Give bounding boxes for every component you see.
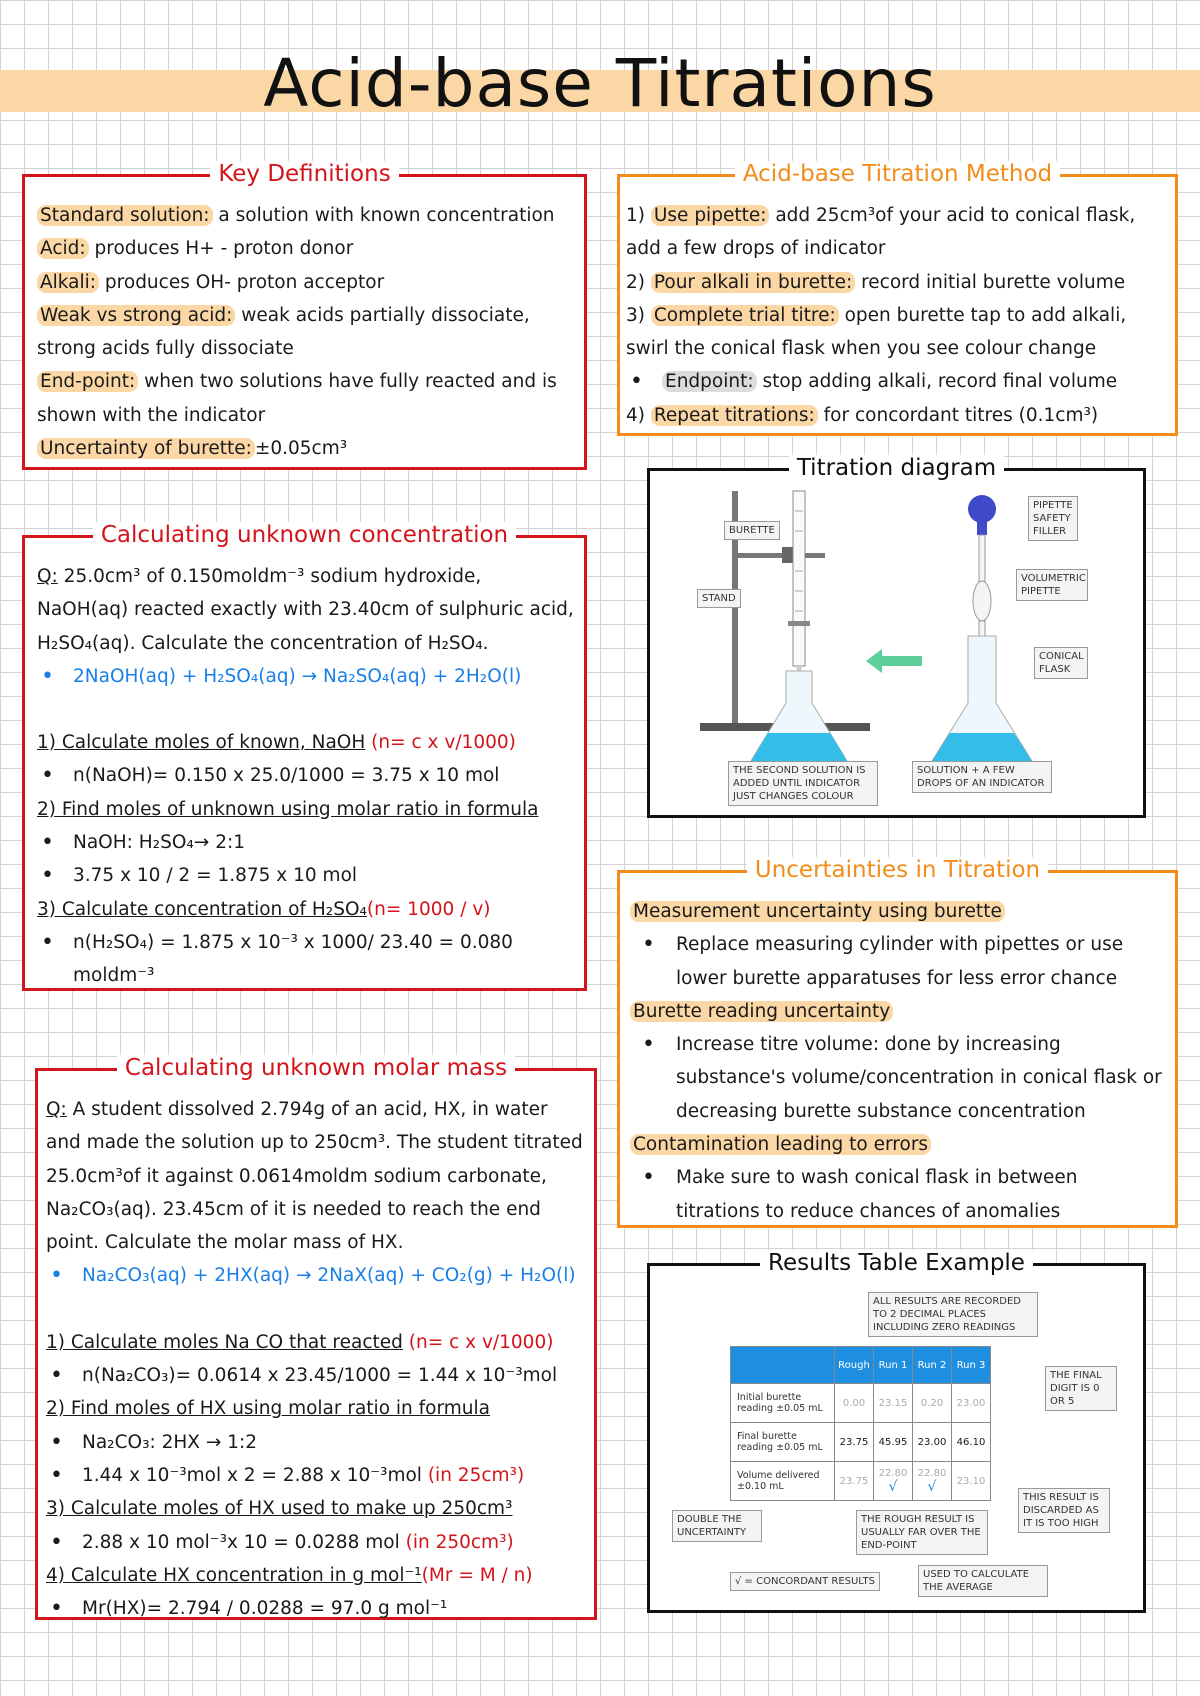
- concentration-step-2: 2) Find moles of unknown using molar ratio in formula: [37, 798, 539, 820]
- results-column-header: Run 1: [874, 1347, 913, 1384]
- page-title: Acid-base Titrations: [263, 45, 937, 122]
- concentration-step-3-calc: • n(H₂SO₄) = 1.875 x 10⁻³ x 1000/ 23.40 = 0.080 moldm⁻³: [37, 926, 574, 993]
- titration-diagram-box: [647, 455, 1146, 818]
- results-column-header: Run 2: [913, 1347, 952, 1384]
- results-cell: 23.10: [952, 1462, 991, 1501]
- uncertainty-heading-2: Burette reading uncertainty: [630, 995, 1165, 1028]
- results-cell: 23.75: [835, 1462, 874, 1501]
- definition-item: [37, 432, 574, 465]
- concentration-box: [22, 522, 587, 991]
- definition-term: Weak vs strong acid:: [37, 305, 235, 326]
- results-cell: 22.80 √: [874, 1462, 913, 1501]
- definition-term: Standard solution:: [37, 205, 213, 226]
- table-row: [731, 1423, 991, 1462]
- molar-mass-heading: Calculating unknown molar mass: [117, 1055, 515, 1081]
- results-row-label: Final burette reading ±0.05 mL: [731, 1423, 835, 1462]
- molar-mass-step-1: 1) Calculate moles Na CO that reacted (n= c x v/1000): [46, 1331, 554, 1353]
- concentration-step-2-calc: • 3.75 x 10 / 2 = 1.875 x 10 mol: [37, 859, 574, 892]
- definition-text: weak acids partially dissociate, strong acids fully dissociate: [37, 304, 530, 360]
- concentration-heading: Calculating unknown concentration: [93, 522, 516, 548]
- uncertainty-bullet-2: • Increase titre volume: done by increasing substance's volume/concentration in conical flask or decreasing burette substance concentration: [630, 1028, 1165, 1128]
- results-cell: 46.10: [952, 1423, 991, 1462]
- concordant-tick: √: [927, 1478, 937, 1495]
- results-heading: Results Table Example: [760, 1250, 1033, 1276]
- molar-mass-step-2-calc: • 1.44 x 10⁻³mol x 2 = 2.88 x 10⁻³mol (in 25cm³): [46, 1459, 584, 1492]
- uncertainty-bullet-1: • Replace measuring cylinder with pipettes or use lower burette apparatuses for less error chance: [630, 928, 1165, 995]
- definition-term: Acid:: [37, 238, 89, 259]
- volumetric-pipette-label: VOLUMETRIC PIPETTE: [1016, 569, 1088, 601]
- molar-mass-question: Q: A student dissolved 2.794g of an acid, HX, in water and made the solution up to 250cm³. The student titrated 25.0cm³of it against 0.0614moldm sodium carbonate, Na₂CO₃(aq). 23.45cm of it is needed to reach the end point. Calculate the molar mass of HX.: [46, 1099, 583, 1254]
- stand-label: STAND: [697, 589, 741, 608]
- definitions-list: [25, 177, 584, 471]
- results-row-label: Volume delivered ±0.10 mL: [731, 1462, 835, 1501]
- definition-item: [37, 266, 574, 299]
- second-solution-label: THE SECOND SOLUTION IS ADDED UNTIL INDICATOR JUST CHANGES COLOUR: [728, 761, 878, 806]
- concordant-tick: √: [888, 1478, 898, 1495]
- molar-mass-step-2-ratio: • Na₂CO₃: 2HX → 1:2: [46, 1426, 584, 1459]
- definition-text: ±0.05cm³: [254, 438, 348, 460]
- double-uncertainty-callout: DOUBLE THE UNCERTAINTY: [672, 1510, 762, 1542]
- method-endpoint-bullet: • Endpoint: stop adding alkali, record final volume: [626, 365, 1169, 398]
- average-callout: USED TO CALCULATE THE AVERAGE: [918, 1565, 1048, 1597]
- results-row-label: Initial burette reading ±0.05 mL: [731, 1384, 835, 1423]
- uncertainty-heading-1: Measurement uncertainty using burette: [630, 895, 1165, 928]
- definition-item: [37, 299, 574, 366]
- conical-flask-label: CONICAL FLASK: [1034, 647, 1088, 679]
- definition-text: produces H+ - proton donor: [88, 238, 354, 260]
- molar-mass-step-4: 4) Calculate HX concentration in g mol⁻¹(Mr = M / n): [46, 1564, 533, 1586]
- molar-mass-step-3-calc: • 2.88 x 10 mol⁻³x 10 = 0.0288 mol (in 250cm³): [46, 1526, 584, 1559]
- recorded-callout: ALL RESULTS ARE RECORDED TO 2 DECIMAL PLACES INCLUDING ZERO READINGS: [868, 1292, 1038, 1337]
- molar-mass-step-2: 2) Find moles of HX using molar ratio in formula: [46, 1398, 490, 1420]
- uncertainties-heading: Uncertainties in Titration: [747, 857, 1048, 883]
- molar-mass-step-4-calc: • Mr(HX)= 2.794 / 0.0288 = 97.0 g mol⁻¹: [46, 1592, 584, 1625]
- concentration-equation: • 2NaOH(aq) + H₂SO₄(aq) → Na₂SO₄(aq) + 2H₂O(l): [37, 660, 574, 693]
- results-cell: 23.00: [913, 1423, 952, 1462]
- results-table-box: [647, 1250, 1146, 1613]
- method-heading: Acid-base Titration Method: [735, 161, 1060, 187]
- discarded-callout: THIS RESULT IS DISCARDED AS IT IS TOO HIGH: [1018, 1488, 1110, 1533]
- molar-mass-step-1-calc: • n(Na₂CO₃)= 0.0614 x 23.45/1000 = 1.44 x 10⁻³mol: [46, 1359, 584, 1392]
- concentration-step-3: 3) Calculate concentration of H₂SO₄(n= 1000 / v): [37, 898, 491, 920]
- concentration-step-2-ratio: • NaOH: H₂SO₄→ 2:1: [37, 826, 574, 859]
- method-step-2: 2) Pour alkali in burette: record initial burette volume: [626, 271, 1126, 293]
- key-definitions-box: [22, 161, 587, 470]
- definition-item: [37, 199, 574, 232]
- pipette-filler-label: PIPETTE SAFETY FILLER: [1028, 496, 1078, 541]
- results-column-header: Rough: [835, 1347, 874, 1384]
- molar-mass-box: [35, 1055, 597, 1620]
- results-cell: 45.95: [874, 1423, 913, 1462]
- rough-result-callout: THE ROUGH RESULT IS USUALLY FAR OVER THE END-POINT: [856, 1510, 988, 1555]
- results-cell: 0.00: [835, 1384, 874, 1423]
- definition-text: produces OH- proton acceptor: [99, 271, 385, 293]
- uncertainty-bullet-3: • Make sure to wash conical flask in between titrations to reduce chances of anomalies: [630, 1161, 1165, 1228]
- results-table: [730, 1346, 991, 1501]
- method-box: [617, 161, 1178, 436]
- final-digit-callout: THE FINAL DIGIT IS 0 OR 5: [1045, 1366, 1117, 1411]
- molar-mass-equation: • Na₂CO₃(aq) + 2HX(aq) → 2NaX(aq) + CO₂(g) + H₂O(l): [46, 1259, 584, 1292]
- diagram-heading: Titration diagram: [789, 455, 1004, 481]
- key-definitions-heading: Key Definitions: [210, 161, 398, 187]
- results-column-header: Run 3: [952, 1347, 991, 1384]
- uncertainty-heading-3: Contamination leading to errors: [630, 1128, 1165, 1161]
- concentration-question: Q: 25.0cm³ of 0.150moldm⁻³ sodium hydroxide, NaOH(aq) reacted exactly with 23.40cm of sulphuric acid, H₂SO₄(aq). Calculate the concentration of H₂SO₄.: [37, 566, 574, 654]
- results-column-header: [731, 1347, 835, 1384]
- definition-item: [37, 232, 574, 265]
- table-row: [731, 1462, 991, 1501]
- concordant-callout: √ = CONCORDANT RESULTS: [730, 1572, 880, 1591]
- definition-term: End-point:: [37, 371, 138, 392]
- method-step-3: 3) Complete trial titre: open burette tap to add alkali, swirl the conical flask when you see colour change: [626, 304, 1127, 360]
- uncertainties-box: [617, 857, 1178, 1228]
- table-row: [731, 1384, 991, 1423]
- definition-text: when two solutions have fully reacted and is shown with the indicator: [37, 371, 557, 426]
- molar-mass-step-3: 3) Calculate moles of HX used to make up 250cm³: [46, 1498, 513, 1520]
- results-cell: 23.00: [952, 1384, 991, 1423]
- method-step-4: 4) Repeat titrations: for concordant titres (0.1cm³): [626, 404, 1099, 426]
- solution-indicator-label: SOLUTION + A FEW DROPS OF AN INDICATOR: [912, 761, 1052, 793]
- concentration-step-1: 1) Calculate moles of known, NaOH (n= c x v/1000): [37, 732, 516, 754]
- definition-term: Alkali:: [37, 272, 99, 293]
- concentration-step-1-calc: • n(NaOH)= 0.150 x 25.0/1000 = 3.75 x 10 mol: [37, 759, 574, 792]
- results-cell: 23.15: [874, 1384, 913, 1423]
- results-cell: 0.20: [913, 1384, 952, 1423]
- definition-term: Uncertainty of burette:: [37, 438, 255, 459]
- definition-text: a solution with known concentration: [212, 205, 555, 226]
- method-step-1: 1) Use pipette: add 25cm³of your acid to conical flask, add a few drops of indicator: [626, 205, 1136, 260]
- results-cell: 23.75: [835, 1423, 874, 1462]
- definition-item: [37, 365, 574, 432]
- burette-label: BURETTE: [724, 521, 780, 540]
- results-cell: 22.80 √: [913, 1462, 952, 1501]
